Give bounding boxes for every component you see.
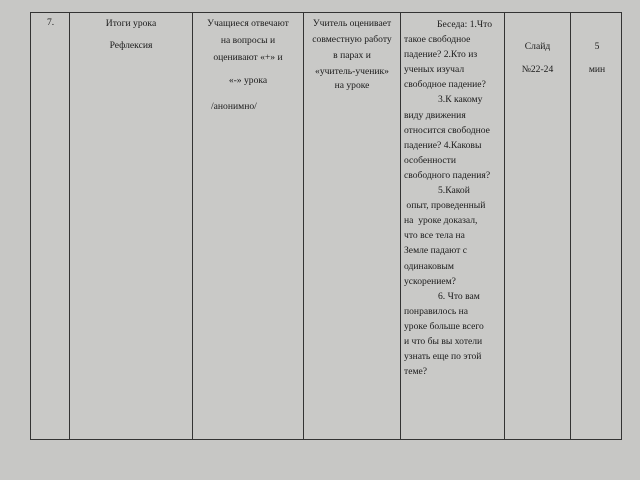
conversation-line: одинаковым: [404, 260, 454, 272]
conversation-line: Беседа: 1.Что: [437, 19, 493, 30]
conversation-line: падение? 4.Каковы: [404, 139, 482, 151]
conversation-line: на уроке доказал,: [404, 215, 478, 227]
conversation-line: Земле падают с: [404, 245, 468, 257]
resource-label: Слайд: [524, 41, 551, 52]
cell-stage: [70, 13, 192, 439]
students-text-line: Учащиеся отвечают: [207, 18, 289, 29]
conversation-line: узнать еще по этой: [404, 351, 482, 363]
time-unit: мин: [588, 64, 606, 75]
conversation-line: особенности: [404, 154, 456, 166]
conversation-line: 5.Какой: [438, 185, 470, 197]
stage-subtitle: Рефлексия: [109, 40, 153, 51]
conversation-line: уроке больше всего: [404, 320, 484, 332]
teacher-text-line: совместную работу: [312, 34, 392, 45]
cell-time: [571, 13, 623, 439]
students-text-line: оценивают «+» и: [213, 52, 283, 63]
conversation-line: понравилось на: [404, 305, 469, 317]
conversation-line: что все тела на: [404, 230, 465, 242]
conversation-line: ученых изучал: [404, 64, 465, 76]
conversation-line: опыт, проведенный: [404, 200, 486, 212]
students-text-line: на вопросы и: [220, 35, 276, 46]
cell-resources: [505, 13, 570, 439]
conversation-line: относится свободное: [404, 124, 490, 136]
conversation-line: 6. Что вам: [438, 290, 480, 302]
conversation-line: свободное падение?: [404, 79, 486, 91]
cell-students-activity: [193, 13, 303, 439]
cell-teacher-activity: [304, 13, 400, 439]
conversation-line: 3.К какому: [438, 94, 483, 106]
conversation-line: виду движения: [404, 109, 466, 121]
cell-row-number: [31, 13, 69, 439]
teacher-text-line: «учитель-ученик»: [315, 66, 389, 77]
lesson-table: [30, 12, 622, 440]
column-divider: [400, 13, 401, 439]
time-value: 5: [594, 41, 600, 52]
cell-conversation: [404, 13, 506, 439]
students-text-line: /анонимно/: [211, 101, 257, 112]
conversation-line: падение? 2.Кто из: [404, 49, 478, 61]
conversation-line: и что бы вы хотели: [404, 335, 483, 347]
resource-slides: №22-24: [521, 64, 554, 75]
conversation-line: такое свободное: [404, 34, 471, 46]
teacher-text-line: в парах и: [333, 50, 371, 61]
row-number: 7.: [47, 17, 55, 28]
conversation-line: ускорением?: [404, 275, 456, 287]
students-text-line: «-» урока: [228, 75, 268, 86]
teacher-text-line: Учитель оценивает: [312, 18, 392, 29]
stage-title: Итоги урока: [105, 18, 157, 29]
conversation-line: теме?: [404, 366, 428, 378]
teacher-text-line: на уроке: [334, 80, 370, 91]
conversation-line: свободного падения?: [404, 169, 491, 181]
